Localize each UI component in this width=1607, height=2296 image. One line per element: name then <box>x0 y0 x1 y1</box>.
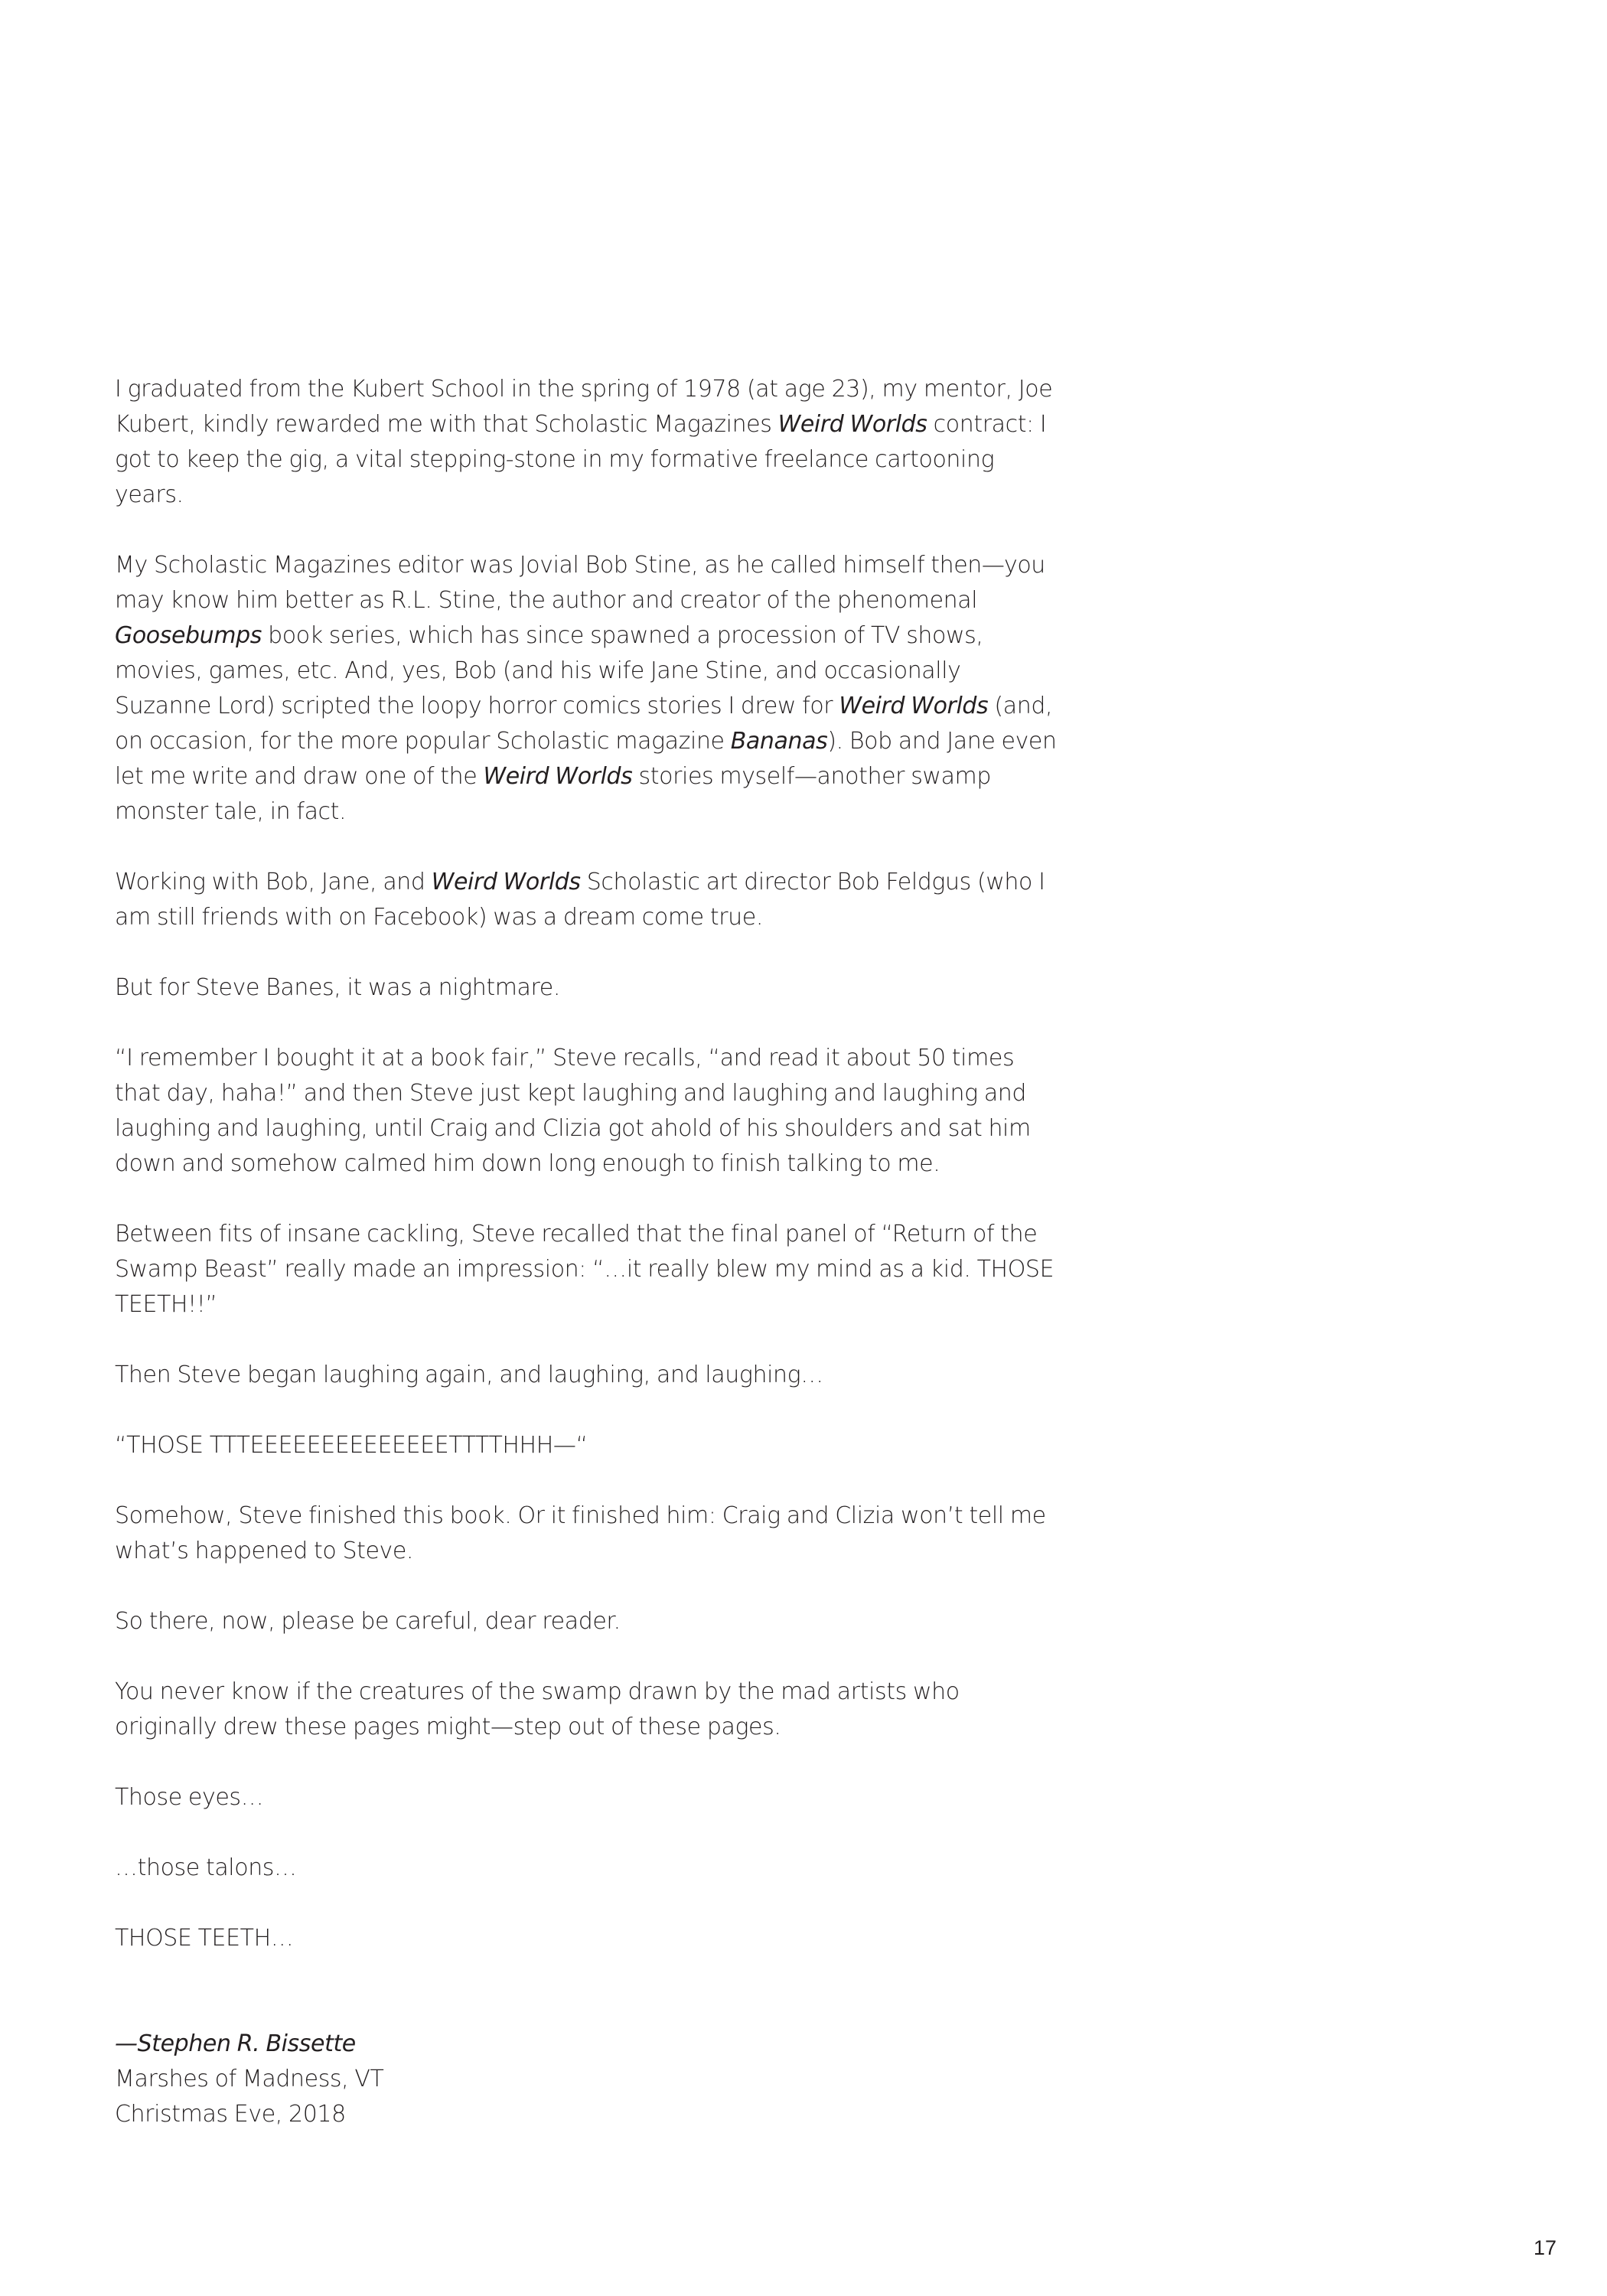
paragraph-text: “I remember I bought it at a book fair,” Steve recalls, “and read it about 50 times that day, haha!” and then Steve just kept laughing and laughing and laughing and laughing and laughing, until Craig and Clizia got ahold of his shoulders and sat him down and somehow calmed him down long enough to finish talking to me. <box>115 1045 1031 1177</box>
signature-place: Marshes of Madness, VT <box>115 2066 384 2092</box>
paragraph-text: …those talons… <box>115 1854 297 1881</box>
paragraph-text: Working with Bob, Jane, and <box>115 869 432 895</box>
paragraph <box>115 865 1060 935</box>
paragraph-text: But for Steve Banes, it was a nightmare. <box>115 974 560 1001</box>
paragraph <box>115 1604 1060 1639</box>
paragraph <box>115 1428 1060 1463</box>
signature-block <box>115 2027 1060 2132</box>
paragraph <box>115 970 1060 1006</box>
paragraph <box>115 1921 1060 1956</box>
paragraph-text: Then Steve began laughing again, and laughing, and laughing… <box>115 1362 823 1388</box>
paragraph-text: Those eyes… <box>115 1784 264 1811</box>
paragraph <box>115 1675 1060 1745</box>
paragraph-text: Between fits of insane cackling, Steve recalled that the final panel of “Return of the Swamp Beast” really made an impression: “…it really blew my mind as a kid. THOSE TEETH!!” <box>115 1221 1054 1318</box>
paragraph-list <box>115 372 1060 1956</box>
paragraph <box>115 548 1060 830</box>
paragraph-text: stories myself—another swamp monster tale, in fact. <box>115 763 992 825</box>
paragraph-text: So there, now, please be careful, dear reader. <box>115 1608 621 1635</box>
paragraph-text: contract: I got to keep the gig, a vital stepping-stone in my formative freelance cartooning years. <box>115 411 1047 508</box>
italic-title-text: Weird Worlds <box>483 763 633 790</box>
paragraph-text: Scholastic art director Bob Feldgus (who I am still friends with on Facebook) was a dream come true. <box>115 869 1045 931</box>
paragraph-text: “THOSE TTTEEEEEEEEEEEEEETTTTHHH—“ <box>115 1432 588 1459</box>
italic-title-text: Weird Worlds <box>431 869 581 895</box>
paragraph <box>115 1041 1060 1182</box>
paragraph <box>115 1851 1060 1886</box>
paragraph <box>115 1358 1060 1393</box>
paragraph-text: ). Bob and Jane even let me write and draw one of the <box>115 728 1057 790</box>
paragraph-text: (and, on occasion, for the more popular Scholastic magazine <box>115 693 1053 755</box>
paragraph-text: Somehow, Steve finished this book. Or it finished him: Craig and Clizia won’t tell me what’s happened to Steve. <box>115 1502 1046 1564</box>
paragraph-text: I graduated from the Kubert School in the spring of 1978 (at age 23), my mentor, Joe Kubert, kindly rewarded me with that Scholastic Magazines <box>115 376 1053 438</box>
italic-title-text: Goosebumps <box>115 622 262 649</box>
paragraph-text: THOSE TEETH… <box>115 1925 294 1952</box>
italic-title-text: Weird Worlds <box>839 693 989 719</box>
page-number: 17 <box>1534 2236 1557 2259</box>
signature-date: Christmas Eve, 2018 <box>115 2101 346 2128</box>
article-body <box>115 372 1060 2132</box>
paragraph <box>115 372 1060 513</box>
signature-spacer <box>115 1991 1060 2027</box>
paragraph <box>115 1217 1060 1322</box>
paragraph-text: book series, which has since spawned a procession of TV shows, movies, games, etc. And, yes, Bob (and his wife Jane Stine, and occasionally Suzanne Lord) scripted the loopy horror comics stories I drew for <box>115 622 983 719</box>
paragraph-text: You never know if the creatures of the swamp drawn by the mad artists who originally drew these pages might—step out of these pages. <box>115 1678 960 1740</box>
paragraph <box>115 1780 1060 1815</box>
paragraph-text: My Scholastic Magazines editor was Jovial Bob Stine, as he called himself then—you may know him better as R.L. Stine, the author and creator of the phenomenal <box>115 552 1045 614</box>
paragraph <box>115 1499 1060 1569</box>
italic-title-text: Weird Worlds <box>777 411 927 438</box>
italic-title-text: Bananas <box>730 728 828 755</box>
signature-author: —Stephen R. Bissette <box>115 2030 356 2057</box>
